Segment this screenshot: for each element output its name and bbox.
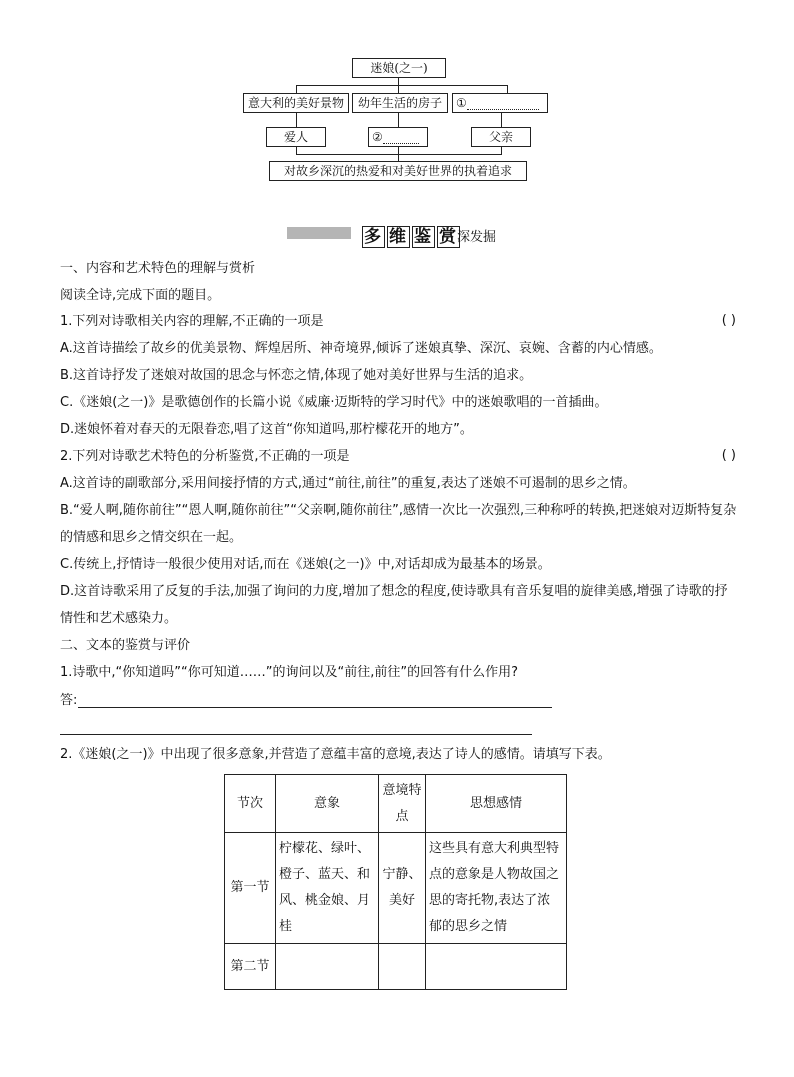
- section-title-char: 多: [364, 227, 383, 247]
- diagram-connector: [296, 154, 502, 155]
- table-row: [225, 944, 567, 990]
- diagram-node-lover: 爱人: [266, 127, 326, 147]
- diagram-connector: [296, 113, 297, 127]
- q1-option-c: C.《迷娘(之一)》是歌德创作的长篇小说《威廉·迈斯特的学习时代》中的迷娘歌唱的一首插曲。: [60, 395, 608, 410]
- diagram-connector: [296, 147, 297, 154]
- table-cell: 第二节: [225, 944, 276, 990]
- table-header-imagery: 意象: [276, 775, 379, 833]
- diagram-node-father: 父亲: [471, 127, 531, 147]
- table-cell: 宁静、美好: [379, 833, 426, 944]
- diagram-connector: [398, 147, 399, 154]
- p2-q1-answer-label: 答:: [60, 693, 78, 708]
- diagram-connector: [296, 85, 297, 93]
- diagram-node-blank-1: [452, 93, 548, 113]
- diagram-connector: [398, 85, 399, 93]
- table-cell: 这些具有意大利典型特点的意象是人物故国之思的寄托物,表达了浓郁的思乡之情: [426, 833, 567, 944]
- q2-stem: 2.下列对诗歌艺术特色的分析鉴赏,不正确的一项是: [60, 449, 350, 464]
- blank-number-2: ②: [372, 130, 383, 144]
- diagram-node-blank-2: [368, 127, 428, 147]
- table-cell: 柠檬花、绿叶、橙子、蓝天、和风、桃金娘、月桂: [276, 833, 379, 944]
- section-title-char: 赏: [439, 227, 458, 247]
- table-row: [225, 833, 567, 944]
- part1-heading: 一、内容和艺术特色的理解与赏析: [60, 261, 256, 276]
- answer-line[interactable]: [60, 734, 532, 735]
- diagram-bottom-node: 对故乡深沉的热爱和对美好世界的执着追求: [269, 161, 527, 181]
- p2-q1-stem: 1.诗歌中,“你知道吗”“你可知道……”的询问以及“前往,前往”的回答有什么作用?: [60, 665, 518, 680]
- section-title-char: 鉴: [414, 227, 433, 247]
- fill-blank-line[interactable]: [383, 131, 419, 144]
- q2-option-c: C.传统上,抒情诗一般很少使用对话,而在《迷娘(之一)》中,对话却成为最基本的场景。: [60, 557, 551, 572]
- table-header-mood: 意境特点: [379, 775, 426, 833]
- diagram-connector: [398, 78, 399, 85]
- q1-option-a: A.这首诗描绘了故乡的优美景物、辉煌居所、神奇境界,倾诉了迷娘真挚、深沉、哀婉、含蓄的内心情感。: [60, 341, 662, 356]
- table-header-section: 节次: [225, 775, 276, 833]
- diagram-connector: [501, 147, 502, 154]
- diagram-node-house: 幼年生活的房子: [352, 93, 448, 113]
- q2-option-d: D.这首诗歌采用了反复的手法,加强了询问的力度,增加了想念的程度,使诗歌具有音乐复唱的旋律美感,增强了诗歌的抒情性和艺术感染力。: [60, 584, 728, 626]
- imagery-table: [224, 774, 567, 990]
- diagram-connector: [398, 154, 399, 161]
- section-subtitle: 深发掘: [457, 230, 497, 245]
- q1-option-b: B.这首诗抒发了迷娘对故国的思念与怀恋之情,体现了她对美好世界与生活的追求。: [60, 368, 533, 383]
- section-title-char: 维: [389, 227, 408, 247]
- q2-option-a: A.这首诗的副歌部分,采用间接抒情的方式,通过“前往,前往”的重复,表达了迷娘不可遏制的思乡之情。: [60, 476, 636, 491]
- table-header-emotion: 思想感情: [426, 775, 567, 833]
- q1-option-d: D.迷娘怀着对春天的无限眷恋,唱了这首“你知道吗,那柠檬花开的地方”。: [60, 422, 473, 437]
- diagram-connector: [296, 85, 508, 86]
- table-cell-input[interactable]: [276, 944, 379, 990]
- diagram-node-scenery: 意大利的美好景物: [243, 93, 349, 113]
- fill-blank-line[interactable]: [467, 97, 539, 110]
- diagram-connector: [507, 85, 508, 93]
- q1-stem: 1.下列对诗歌相关内容的理解,不正确的一项是: [60, 314, 324, 329]
- answer-line[interactable]: [78, 707, 552, 708]
- table-cell-input[interactable]: [426, 944, 567, 990]
- blank-number-1: ①: [456, 96, 467, 110]
- part1-instruction: 阅读全诗,完成下面的题目。: [60, 288, 221, 303]
- q2-answer-paren[interactable]: ( ): [721, 448, 736, 463]
- q1-answer-paren[interactable]: ( ): [721, 313, 736, 328]
- part2-heading: 二、文本的鉴赏与评价: [60, 638, 191, 653]
- diagram-connector: [398, 113, 399, 127]
- section-bar: [287, 227, 351, 239]
- diagram-connector: [501, 113, 502, 127]
- section-title: [362, 222, 462, 247]
- q2-option-b: B.“爱人啊,随你前往”“恩人啊,随你前往”“父亲啊,随你前往”,感情一次比一次强烈,三种称呼的转换,把迷娘对迈斯特复杂的情感和思乡之情交织在一起。: [60, 503, 737, 545]
- table-cell-input[interactable]: [379, 944, 426, 990]
- p2-q2-stem: 2.《迷娘(之一)》中出现了很多意象,并营造了意蕴丰富的意境,表达了诗人的感情。请填写下表。: [60, 747, 611, 762]
- diagram-top-node: 迷娘(之一): [352, 58, 446, 78]
- table-cell: 第一节: [225, 833, 276, 944]
